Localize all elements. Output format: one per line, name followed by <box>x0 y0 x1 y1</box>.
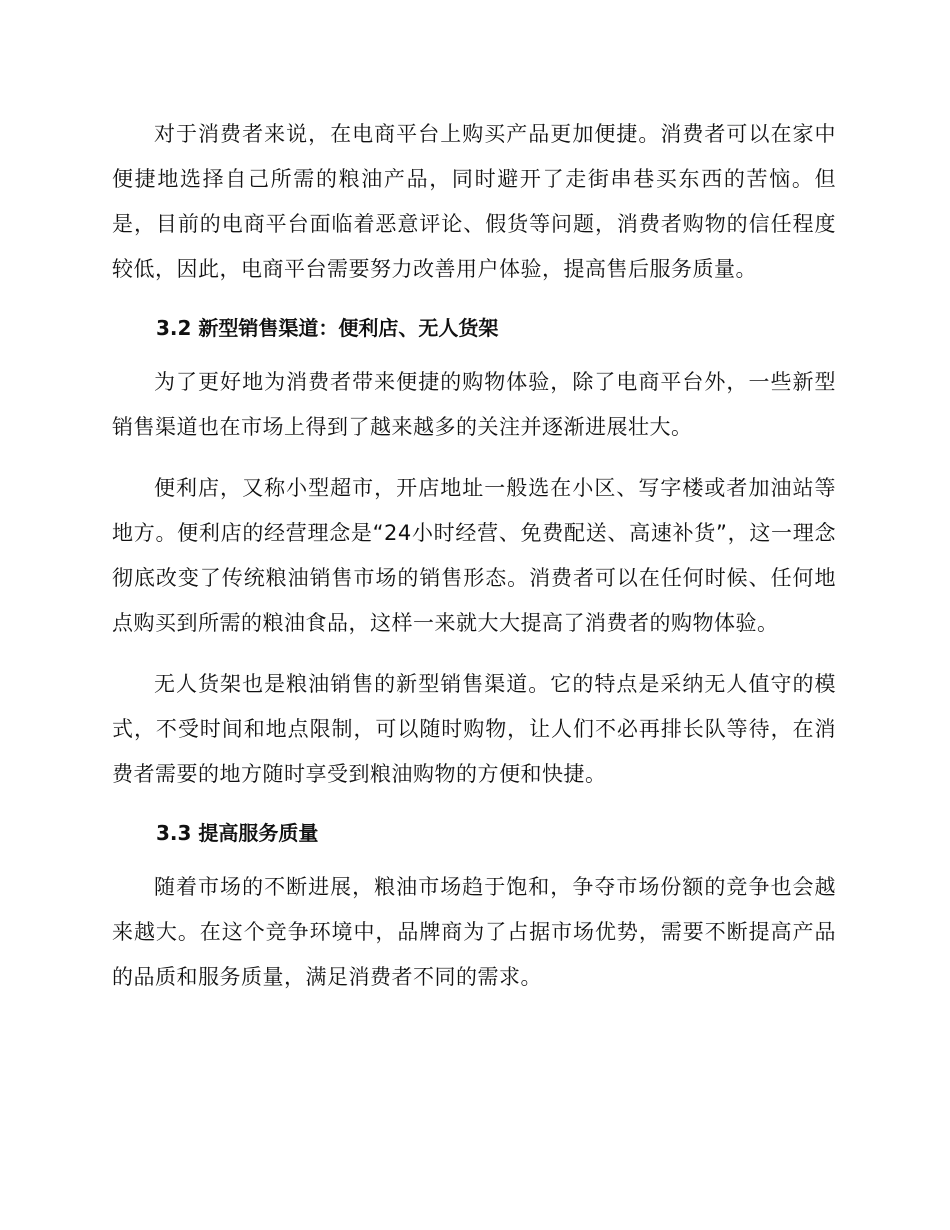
paragraph-new-channels-intro: 为了更好地为消费者带来便捷的购物体验，除了电商平台外，一些新型销售渠道也在市场上得到了越来越多的关注并逐渐进展壮大。 <box>112 370 836 439</box>
paragraph-unmanned-shelf: 无人货架也是粮油销售的新型销售渠道。它的特点是采纳无人值守的模式，不受时间和地点限制，可以随时购物，让人们不必再排长队等待，在消费者需要的地方随时享受到粮油购物的方便和快捷。 <box>112 672 836 786</box>
paragraph-convenience-store: 便利店，又称小型超市，开店地址一般选在小区、写字楼或者加油站等地方。便利店的经营理念是“24小时经营、免费配送、高速补货”，这一理念彻底改变了传统粮油销售市场的销售形态。消费者可以在任何时候、任何地点购买到所需的粮油食品，这样一来就大大提高了消费者的购物体验。 <box>112 476 836 635</box>
section-heading-3-3: 3.3 提高服务质量 <box>156 821 319 845</box>
paragraph-service-quality: 随着市场的不断进展，粮油市场趋于饱和，争夺市场份额的竞争也会越来越大。在这个竞争环境中，品牌商为了占据市场优势，需要不断提高产品的品质和服务质量，满足消费者不同的需求。 <box>112 875 836 989</box>
paragraph-ecommerce-convenience: 对于消费者来说，在电商平台上购买产品更加便捷。消费者可以在家中便捷地选择自己所需的粮油产品，同时避开了走街串巷买东西的苦恼。但是，目前的电商平台面临着恶意评论、假货等问题，消费者购物的信任程度较低，因此，电商平台需要努力改善用户体验，提高售后服务质量。 <box>112 122 836 281</box>
document-body <box>112 112 836 1016</box>
section-heading-3-2: 3.2 新型销售渠道：便利店、无人货架 <box>156 316 499 340</box>
